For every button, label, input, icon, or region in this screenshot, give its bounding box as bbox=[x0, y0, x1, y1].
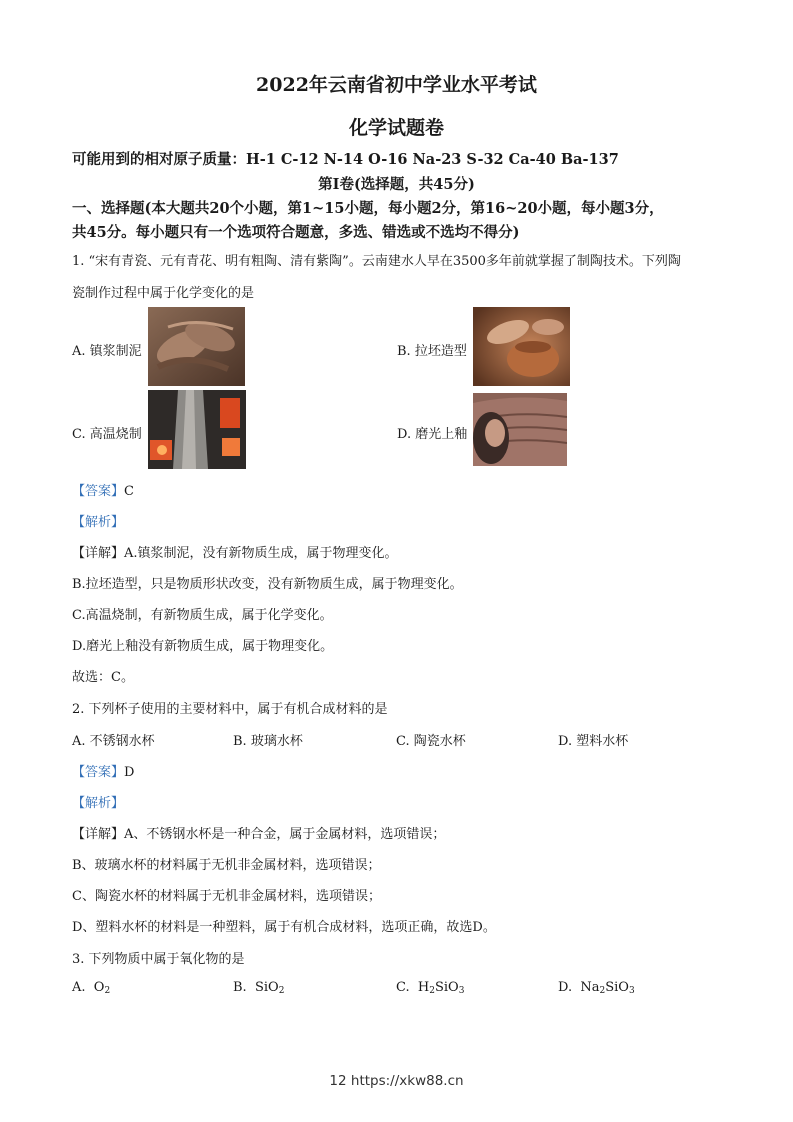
q1-analysis-tag: 【解析】 bbox=[72, 515, 125, 530]
q1-detail-1: 【详解】A.镇浆制泥，没有新物质生成，属于物理变化。 bbox=[72, 546, 398, 561]
q1-detail-3: C.高温烧制，有新物质生成，属于化学变化。 bbox=[72, 608, 333, 623]
answer-tag: 【答案】 bbox=[72, 765, 125, 780]
q2-option-a: A. 不锈钢水杯 bbox=[72, 734, 155, 749]
kiln-firing-photo bbox=[148, 390, 246, 469]
q2-option-d: D. 塑料水杯 bbox=[558, 734, 629, 749]
q2-analysis-tag: 【解析】 bbox=[72, 796, 125, 811]
q1-detail-4: D.磨光上釉没有新物质生成，属于物理变化。 bbox=[72, 639, 334, 654]
q2-detail-1: 【详解】A、不锈钢水杯是一种合金，属于金属材料，选项错误； bbox=[72, 827, 446, 842]
q1-option-c: C. 高温烧制 bbox=[72, 427, 142, 442]
wheel-throwing-photo bbox=[473, 307, 570, 386]
q1-option-d: D. 磨光上釉 bbox=[397, 427, 468, 442]
q3-option-a: A. $O_2$ bbox=[72, 980, 111, 996]
q2-detail-2: B、玻璃水杯的材料属于无机非金属材料，选项错误； bbox=[72, 858, 381, 873]
answer-value: D bbox=[124, 765, 135, 780]
atomic-masses: 可能用到的相对原子质量：H-1 C-12 N-14 O-16 Na-23 S-32 Ca-40 Ba-137 bbox=[72, 151, 619, 168]
q1-answer bbox=[72, 480, 134, 499]
q2-option-c: C. 陶瓷水杯 bbox=[396, 734, 466, 749]
glazing-photo bbox=[473, 393, 567, 466]
page-footer: 12 https://xkw88.cn bbox=[329, 1073, 464, 1089]
q1-stem-line2: 瓷制作过程中属于化学变化的是 bbox=[72, 286, 255, 301]
q2-detail-3: C、陶瓷水杯的材料属于无机非金属材料，选项错误； bbox=[72, 889, 381, 904]
q3-stem: 3. 下列物质中属于氧化物的是 bbox=[72, 952, 245, 967]
exam-subtitle: 化学试题卷 bbox=[348, 117, 444, 139]
q3-option-c: C. $H_2SiO_3$ bbox=[396, 980, 465, 996]
q2-answer bbox=[72, 761, 134, 780]
q2-detail-4: D、塑料水杯的材料是一种塑料，属于有机合成材料，选项正确，故选D。 bbox=[72, 920, 496, 935]
clay-kneading-photo bbox=[148, 307, 245, 386]
answer-value: C bbox=[124, 484, 134, 499]
q1-option-b: B. 拉坯造型 bbox=[397, 344, 467, 359]
q3-option-b: B. SiO$_2$ bbox=[233, 980, 285, 996]
q3-option-d: D. $Na_2SiO_3$ bbox=[558, 980, 635, 996]
exam-title: 2022年云南省初中学业水平考试 bbox=[256, 74, 537, 96]
answer-tag: 【答案】 bbox=[72, 484, 125, 499]
q1-detail-5: 故选：C。 bbox=[72, 670, 134, 685]
q2-option-b: B. 玻璃水杯 bbox=[233, 734, 303, 749]
section-heading-line2: 共45分。每小题只有一个选项符合题意，多选、错选或不选均不得分) bbox=[72, 224, 520, 241]
section-heading-line1: 一、选择题(本大题共20个小题，第1~15小题，每小题2分，第16~20小题，每小题3分， bbox=[72, 200, 664, 217]
q1-stem-line1: 1. “宋有青瓷、元有青花、明有粗陶、清有紫陶”。云南建水人早在3500多年前就掌握了制陶技术。下列陶 bbox=[72, 254, 681, 269]
q1-option-a: A. 镇浆制泥 bbox=[72, 344, 142, 359]
part-heading: 第Ⅰ卷(选择题，共45分) bbox=[318, 176, 475, 193]
q1-detail-2: B.拉坯造型，只是物质形状改变，没有新物质生成，属于物理变化。 bbox=[72, 577, 463, 592]
q2-stem: 2. 下列杯子使用的主要材料中，属于有机合成材料的是 bbox=[72, 702, 388, 717]
